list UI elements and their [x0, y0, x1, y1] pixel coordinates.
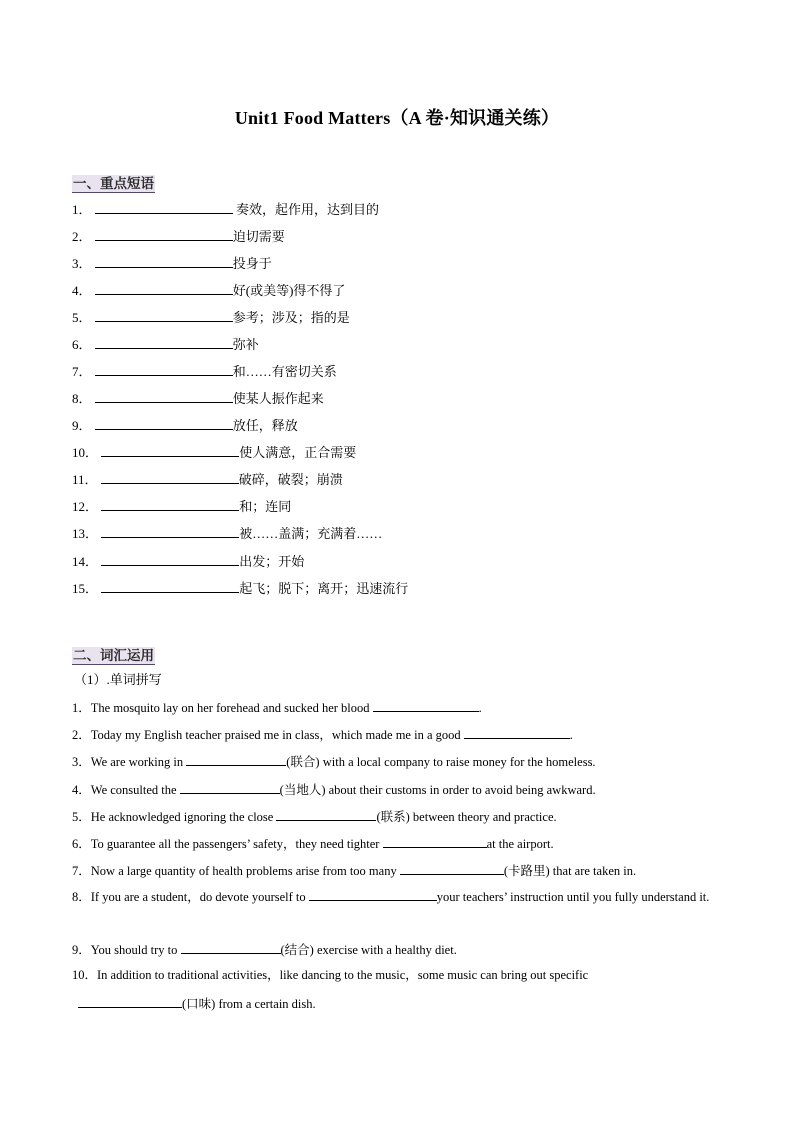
item-text-after: . — [478, 701, 482, 715]
vocab-item-3 — [72, 752, 596, 771]
section-heading-phrases: 一、重点短语 — [73, 176, 154, 191]
item-text-before: In addition to traditional activities，like dancing to the music，some music can bring out specific — [97, 968, 589, 982]
item-number: 5． — [72, 810, 91, 824]
phrase-meaning: 破碎，破裂；崩溃 — [238, 472, 343, 487]
item-text-after: (当地人) about their customs in order to avoid being awkward. — [279, 783, 596, 797]
answer-blank[interactable] — [373, 698, 479, 712]
section-heading-vocabulary: 二、词汇运用 — [73, 648, 154, 663]
vocab-item-8 — [72, 884, 722, 910]
phrase-meaning: 迫切需要 — [232, 229, 285, 244]
phrase-item-5 — [72, 308, 350, 326]
answer-blank[interactable] — [101, 443, 239, 457]
phrase-item-4 — [72, 281, 345, 299]
answer-blank[interactable] — [78, 994, 182, 1008]
item-number: 10． — [72, 968, 98, 982]
item-number: 4． — [72, 783, 91, 797]
page-title: Unit1 Food Matters（A 卷·知识通关练） — [234, 108, 560, 128]
phrase-meaning: 放任，释放 — [232, 418, 298, 433]
answer-blank[interactable] — [101, 552, 239, 566]
vocab-item-10-continued — [78, 994, 316, 1013]
answer-blank[interactable] — [181, 940, 281, 954]
item-text-before: We consulted the — [90, 783, 180, 797]
phrase-item-14 — [72, 552, 304, 570]
item-number: 1． — [72, 202, 92, 217]
vocab-item-2 — [72, 725, 573, 744]
phrase-meaning: 出发；开始 — [239, 554, 305, 569]
item-text-after: (口味) from a certain dish. — [182, 997, 316, 1011]
answer-blank[interactable] — [95, 281, 233, 295]
item-number: 1． — [72, 701, 91, 715]
phrase-item-9 — [72, 416, 298, 434]
answer-blank[interactable] — [101, 524, 239, 538]
answer-blank[interactable] — [95, 227, 233, 241]
item-text-before: The mosquito lay on her forehead and sucked her blood — [90, 701, 373, 715]
subheading-spelling: （1）.单词拼写 — [74, 672, 162, 687]
vocab-item-10 — [72, 967, 588, 984]
answer-blank[interactable] — [400, 861, 504, 875]
item-number: 3． — [72, 755, 91, 769]
phrase-meaning: 和；连同 — [239, 499, 292, 514]
item-number: 10． — [72, 445, 99, 460]
item-text-after: your teachers’ instruction until you fully understand it. — [436, 890, 710, 904]
phrase-item-11 — [72, 470, 343, 488]
phrase-meaning: 和……有密切关系 — [232, 364, 337, 379]
item-number: 6． — [72, 337, 92, 352]
vocab-item-7 — [72, 861, 636, 880]
item-text-before: To guarantee all the passengers’ safety，they need tighter — [90, 837, 383, 851]
phrase-item-12 — [72, 497, 291, 515]
phrase-meaning: 奏效，起作用，达到目的 — [232, 202, 380, 217]
item-text-after: (联合) with a local company to raise money for the homeless. — [286, 755, 596, 769]
item-number: 3． — [72, 256, 92, 271]
phrase-item-13 — [72, 524, 382, 542]
answer-blank[interactable] — [95, 254, 233, 268]
answer-blank[interactable] — [95, 335, 233, 349]
answer-blank[interactable] — [276, 807, 376, 821]
item-number: 9． — [72, 418, 92, 433]
item-number: 7． — [72, 864, 91, 878]
item-number: 12． — [72, 499, 99, 514]
answer-blank[interactable] — [464, 725, 570, 739]
phrase-meaning: 投身于 — [232, 256, 272, 271]
phrase-item-2 — [72, 227, 285, 245]
item-number: 13． — [72, 526, 99, 541]
vocab-item-6 — [72, 834, 554, 853]
item-text-before: Now a large quantity of health problems arise from too many — [90, 864, 400, 878]
item-text-before: You should try to — [90, 943, 181, 957]
item-text-after: (联系) between theory and practice. — [376, 810, 557, 824]
phrase-item-10 — [72, 443, 356, 461]
answer-blank[interactable] — [186, 752, 286, 766]
item-number: 2． — [72, 229, 92, 244]
answer-blank[interactable] — [95, 416, 233, 430]
answer-blank[interactable] — [95, 200, 233, 214]
item-text-after: . — [569, 728, 573, 742]
phrase-meaning: 起飞；脱下；离开；迅速流行 — [239, 581, 409, 596]
item-number: 8． — [72, 890, 91, 904]
answer-blank[interactable] — [383, 834, 487, 848]
item-text-before: If you are a student，do devote yourself to — [90, 890, 309, 904]
item-number: 6． — [72, 837, 91, 851]
item-number: 8． — [72, 391, 92, 406]
item-number: 14． — [72, 554, 99, 569]
answer-blank[interactable] — [101, 497, 239, 511]
vocab-item-5 — [72, 807, 557, 826]
phrase-item-7 — [72, 362, 337, 380]
phrase-meaning: 弥补 — [232, 337, 259, 352]
phrase-item-15 — [72, 579, 408, 597]
phrase-meaning: 参考；涉及；指的是 — [232, 310, 350, 325]
vocab-item-9 — [72, 940, 457, 959]
item-text-after: at the airport. — [486, 837, 554, 851]
item-number: 4． — [72, 283, 92, 298]
item-text-after: (结合) exercise with a healthy diet. — [280, 943, 457, 957]
phrase-item-8 — [72, 389, 324, 407]
phrase-meaning: 使某人振作起来 — [232, 391, 324, 406]
item-number: 11． — [72, 472, 98, 487]
answer-blank[interactable] — [101, 470, 239, 484]
item-number: 7． — [72, 364, 92, 379]
item-number: 9． — [72, 943, 91, 957]
vocab-item-4 — [72, 780, 596, 799]
phrase-meaning: 好(或美等)得不得了 — [232, 283, 346, 298]
item-number: 15． — [72, 581, 99, 596]
answer-blank[interactable] — [95, 362, 233, 376]
item-number: 5． — [72, 310, 92, 325]
phrase-item-6 — [72, 335, 259, 353]
answer-blank[interactable] — [309, 887, 437, 901]
phrase-item-3 — [72, 254, 272, 272]
phrase-item-1 — [72, 200, 379, 218]
item-text-before: He acknowledged ignoring the close — [90, 810, 277, 824]
vocab-item-1 — [72, 698, 482, 717]
phrase-meaning: 被……盖满；充满着…… — [239, 526, 383, 541]
answer-blank[interactable] — [101, 579, 239, 593]
item-number: 2． — [72, 728, 91, 742]
answer-blank[interactable] — [95, 389, 233, 403]
answer-blank[interactable] — [180, 780, 280, 794]
item-text-before: We are working in — [90, 755, 187, 769]
phrase-meaning: 使人满意，正合需要 — [239, 445, 357, 460]
answer-blank[interactable] — [95, 308, 233, 322]
item-text-after: (卡路里) that are taken in. — [503, 864, 637, 878]
item-text-before: Today my English teacher praised me in class，which made me in a good — [90, 728, 464, 742]
